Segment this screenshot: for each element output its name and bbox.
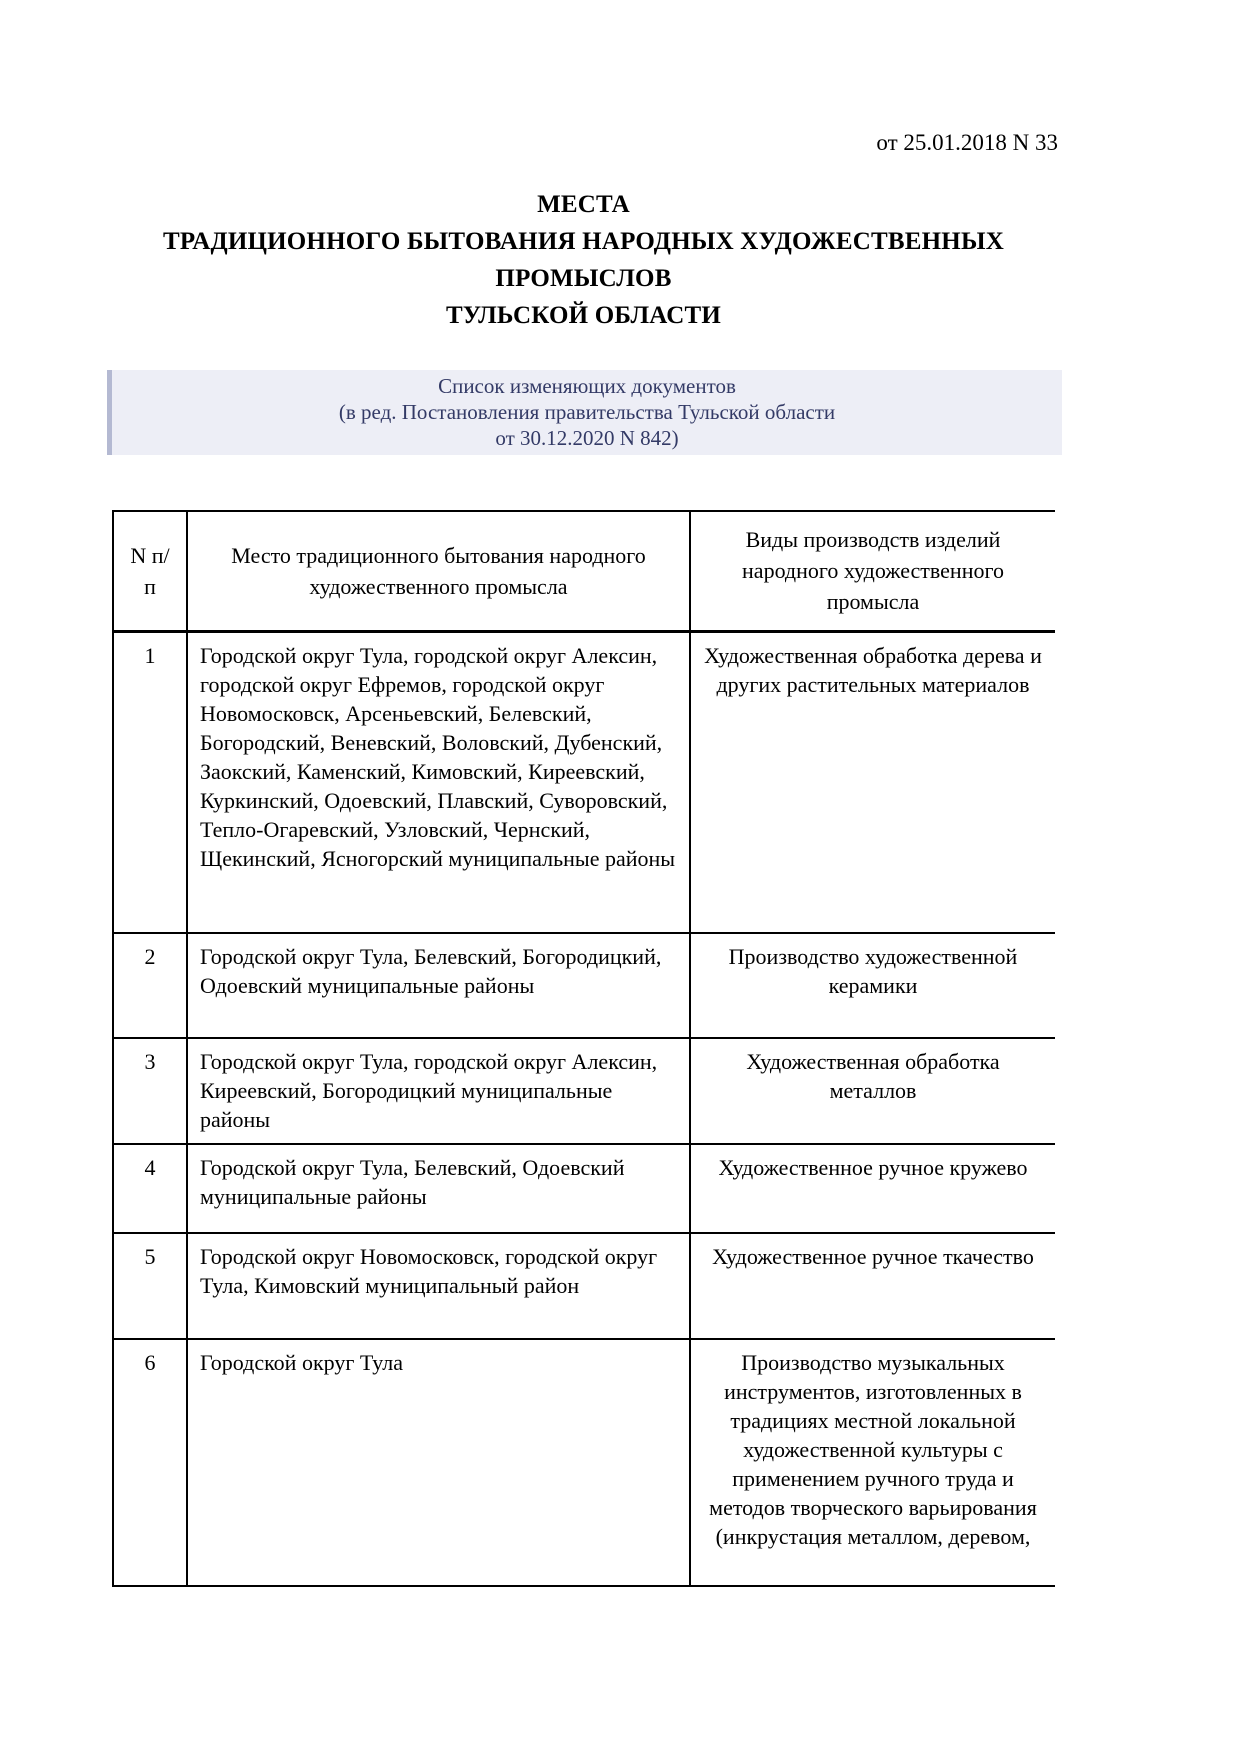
title-line-1: МЕСТА [537,191,630,218]
title-line-3: ПРОМЫСЛОВ [495,265,672,292]
amendments-box [107,370,1062,455]
document-title [112,186,1055,334]
header-cell-place: Место традиционного бытования народного художественного промысла [187,511,690,631]
table-row [113,1339,1055,1587]
cell-types: Художественная обработка дерева и других растительных материалов [690,631,1055,933]
cell-place: Городской округ Тула, городской округ Алексин, Киреевский, Богородицкий муниципальные районы [187,1038,690,1144]
table-row [113,1144,1055,1233]
cell-row-number: 2 [113,933,187,1038]
cell-place: Городской округ Новомосковск, городской округ Тула, Кимовский муниципальный район [187,1233,690,1339]
table-header-row [113,511,1055,631]
cell-types: Производство художественной керамики [690,933,1055,1038]
amendments-line-2: (в ред. Постановления правительства Тульской области [338,400,836,424]
cell-types: Производство музыкальных инструментов, изготовленных в традициях местной локальной художественной культуры с применением ручного труда и методов творческого варьирования (инкрустация металлом, деревом, [690,1339,1055,1587]
amendments-line-1: Список изменяющих документов [438,374,736,398]
table-row [113,1233,1055,1339]
header-cell-number: N п/п [113,511,187,631]
cell-place: Городской округ Тула, городской округ Алексин, городской округ Ефремов, городской округ Новомосковск, Арсеньевский, Белевский, Богородский, Веневский, Воловский, Дубенский, Заокский, Каменский, Кимовский, Киреевский, Куркинский, Одоевский, Плавский, Суворовский, Тепло-Огаревский, Узловский, Чернский, Щекинский, Ясногорский муниципальные районы [187,631,690,933]
cell-row-number: 5 [113,1233,187,1339]
date-reference: от 25.01.2018 N 33 [876,130,1058,155]
cell-types: Художественная обработка металлов [690,1038,1055,1144]
cell-row-number: 1 [113,631,187,933]
table-page-clip [112,510,1055,1587]
table-row [113,631,1055,933]
cell-row-number: 4 [113,1144,187,1233]
traditional-places-table [112,510,1055,1587]
amendments-line-3: от 30.12.2020 N 842) [495,426,679,450]
cell-row-number: 6 [113,1339,187,1587]
cell-place: Городской округ Тула [187,1339,690,1587]
title-line-2: ТРАДИЦИОННОГО БЫТОВАНИЯ НАРОДНЫХ ХУДОЖЕСТВЕННЫХ [163,228,1004,255]
cell-place: Городской округ Тула, Белевский, Богородицкий, Одоевский муниципальные районы [187,933,690,1038]
table-row [113,933,1055,1038]
header-cell-types: Виды производств изделий народного художественного промысла [690,511,1055,631]
cell-place: Городской округ Тула, Белевский, Одоевский муниципальные районы [187,1144,690,1233]
cell-row-number: 3 [113,1038,187,1144]
table-row [113,1038,1055,1144]
cell-types: Художественное ручное ткачество [690,1233,1055,1339]
title-line-4: ТУЛЬСКОЙ ОБЛАСТИ [445,302,722,329]
cell-types: Художественное ручное кружево [690,1144,1055,1233]
